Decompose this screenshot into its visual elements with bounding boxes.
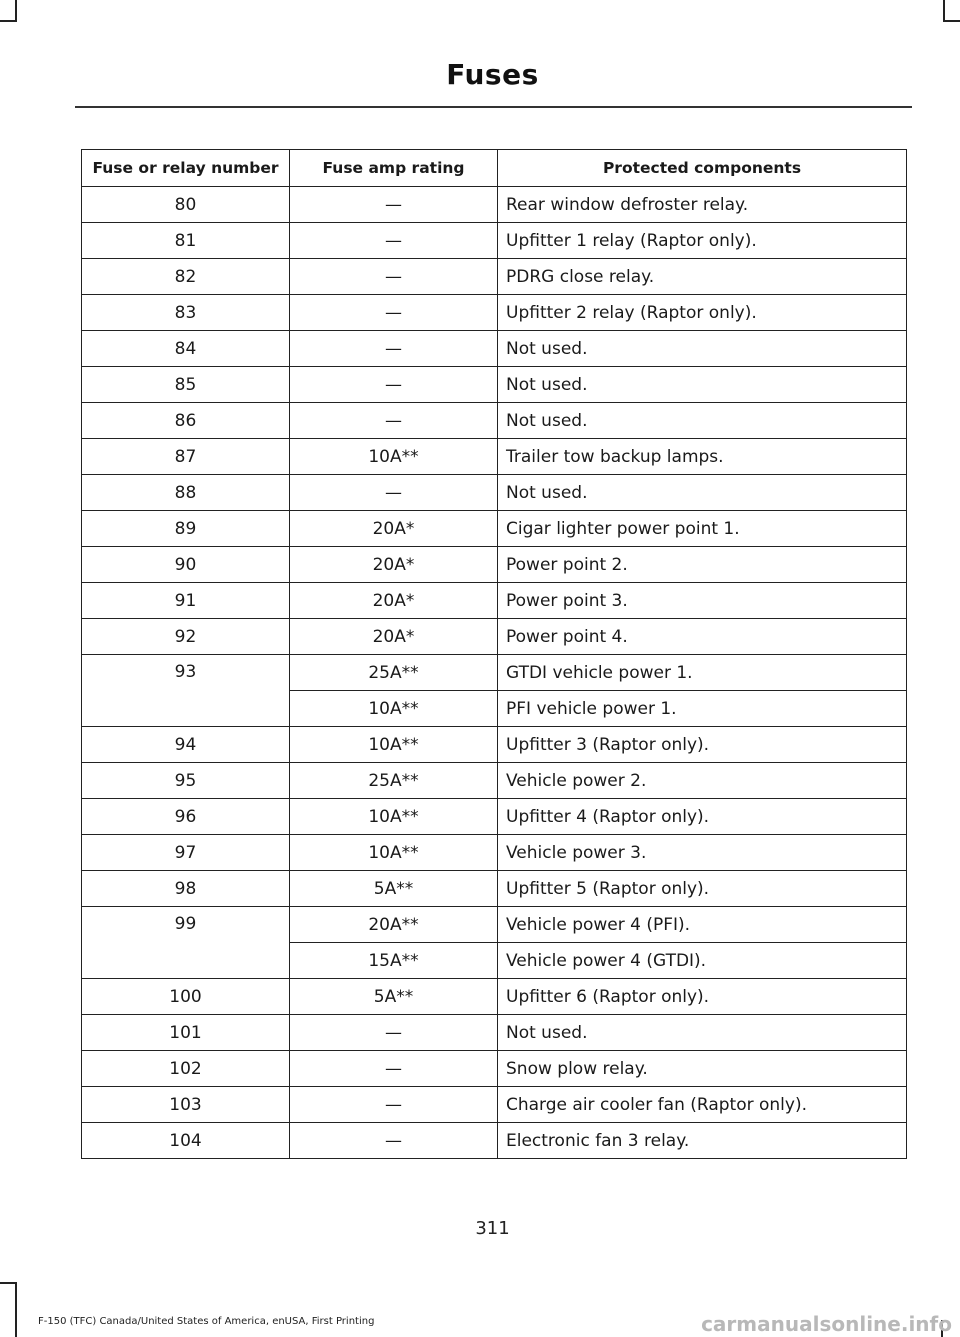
component-cell: Upfitter 6 (Raptor only). [498, 979, 907, 1015]
fuse-number-cell: 86 [82, 403, 290, 439]
amp-rating-cell: 20A* [290, 547, 498, 583]
table-header-row [82, 150, 907, 187]
amp-rating-cell: 25A** [290, 763, 498, 799]
amp-rating-cell: 20A* [290, 583, 498, 619]
table-row [82, 907, 907, 943]
table-row [82, 295, 907, 331]
fuse-number-cell: 89 [82, 511, 290, 547]
amp-rating-cell: — [290, 1087, 498, 1123]
table-row [82, 979, 907, 1015]
table-row [82, 1087, 907, 1123]
component-cell: Rear window defroster relay. [498, 187, 907, 223]
component-cell: Upfitter 3 (Raptor only). [498, 727, 907, 763]
component-cell: Electronic fan 3 relay. [498, 1123, 907, 1159]
amp-rating-cell: — [290, 187, 498, 223]
table-row [82, 583, 907, 619]
table-row [82, 727, 907, 763]
table-row [82, 511, 907, 547]
crop-mark-top-right-vertical [943, 0, 945, 22]
fuse-number-cell: 104 [82, 1123, 290, 1159]
table-row [82, 403, 907, 439]
crop-mark-bottom-left-horizontal [0, 1282, 17, 1284]
table-row [82, 1015, 907, 1051]
amp-rating-cell: — [290, 1051, 498, 1087]
amp-rating-cell: 15A** [290, 943, 498, 979]
fuse-number-cell: 95 [82, 763, 290, 799]
fuse-table [81, 149, 907, 1159]
component-cell: Upfitter 2 relay (Raptor only). [498, 295, 907, 331]
component-cell: Vehicle power 4 (PFI). [498, 907, 907, 943]
fuse-number-cell: 103 [82, 1087, 290, 1123]
amp-rating-cell: — [290, 331, 498, 367]
table-row [82, 259, 907, 295]
fuse-number-cell: 96 [82, 799, 290, 835]
edition-footer: F-150 (TFC) Canada/United States of America, enUSA, First Printing [38, 1316, 375, 1327]
component-cell: Not used. [498, 367, 907, 403]
amp-rating-cell: — [290, 1123, 498, 1159]
fuse-number-cell: 88 [82, 475, 290, 511]
amp-rating-cell: 20A* [290, 619, 498, 655]
component-cell: Not used. [498, 1015, 907, 1051]
fuse-number-cell: 99 [82, 907, 290, 979]
column-header-amp-rating: Fuse amp rating [290, 150, 498, 187]
component-cell: Not used. [498, 331, 907, 367]
amp-rating-cell: — [290, 259, 498, 295]
watermark: carmanualsonline.info [701, 1312, 952, 1336]
fuse-number-cell: 80 [82, 187, 290, 223]
component-cell: Charge air cooler fan (Raptor only). [498, 1087, 907, 1123]
fuse-number-cell: 98 [82, 871, 290, 907]
column-header-fuse-number: Fuse or relay number [82, 150, 290, 187]
amp-rating-cell: 10A** [290, 835, 498, 871]
table-row [82, 1051, 907, 1087]
amp-rating-cell: 5A** [290, 871, 498, 907]
title-divider [75, 106, 912, 108]
amp-rating-cell: — [290, 475, 498, 511]
table-row [82, 367, 907, 403]
fuse-number-cell: 81 [82, 223, 290, 259]
component-cell: GTDI vehicle power 1. [498, 655, 907, 691]
component-cell: Upfitter 4 (Raptor only). [498, 799, 907, 835]
amp-rating-cell: 10A** [290, 691, 498, 727]
component-cell: Power point 3. [498, 583, 907, 619]
component-cell: PFI vehicle power 1. [498, 691, 907, 727]
fuse-number-cell: 90 [82, 547, 290, 583]
table-row [82, 547, 907, 583]
table-row [82, 871, 907, 907]
page-number: 311 [475, 1218, 510, 1239]
table-row [82, 763, 907, 799]
amp-rating-cell: 10A** [290, 799, 498, 835]
component-cell: Power point 2. [498, 547, 907, 583]
amp-rating-cell: — [290, 403, 498, 439]
table-row [82, 655, 907, 691]
table-row [82, 799, 907, 835]
component-cell: Vehicle power 2. [498, 763, 907, 799]
component-cell: Not used. [498, 403, 907, 439]
component-cell: Trailer tow backup lamps. [498, 439, 907, 475]
amp-rating-cell: — [290, 1015, 498, 1051]
fuse-number-cell: 87 [82, 439, 290, 475]
table-row [82, 619, 907, 655]
amp-rating-cell: 25A** [290, 655, 498, 691]
amp-rating-cell: 10A** [290, 439, 498, 475]
component-cell: PDRG close relay. [498, 259, 907, 295]
fuse-number-cell: 94 [82, 727, 290, 763]
fuse-number-cell: 85 [82, 367, 290, 403]
amp-rating-cell: — [290, 223, 498, 259]
column-header-protected-components: Protected components [498, 150, 907, 187]
crop-mark-top-right-horizontal [943, 20, 960, 22]
fuse-number-cell: 100 [82, 979, 290, 1015]
amp-rating-cell: 5A** [290, 979, 498, 1015]
table-row [82, 439, 907, 475]
crop-mark-top-left-vertical [15, 0, 17, 22]
fuse-number-cell: 92 [82, 619, 290, 655]
component-cell: Vehicle power 4 (GTDI). [498, 943, 907, 979]
table-row [82, 1123, 907, 1159]
component-cell: Vehicle power 3. [498, 835, 907, 871]
table-row [82, 475, 907, 511]
fuse-number-cell: 84 [82, 331, 290, 367]
fuse-number-cell: 93 [82, 655, 290, 727]
crop-mark-bottom-left-vertical [15, 1282, 17, 1337]
amp-rating-cell: — [290, 367, 498, 403]
table-row [82, 187, 907, 223]
fuse-number-cell: 82 [82, 259, 290, 295]
table-row [82, 223, 907, 259]
fuse-number-cell: 101 [82, 1015, 290, 1051]
fuse-number-cell: 97 [82, 835, 290, 871]
amp-rating-cell: 20A* [290, 511, 498, 547]
fuse-number-cell: 83 [82, 295, 290, 331]
table-row [82, 331, 907, 367]
amp-rating-cell: 20A** [290, 907, 498, 943]
crop-mark-top-left-horizontal [0, 20, 17, 22]
fuse-number-cell: 102 [82, 1051, 290, 1087]
component-cell: Upfitter 5 (Raptor only). [498, 871, 907, 907]
component-cell: Snow plow relay. [498, 1051, 907, 1087]
component-cell: Power point 4. [498, 619, 907, 655]
amp-rating-cell: 10A** [290, 727, 498, 763]
component-cell: Upfitter 1 relay (Raptor only). [498, 223, 907, 259]
component-cell: Not used. [498, 475, 907, 511]
table-row [82, 835, 907, 871]
fuse-number-cell: 91 [82, 583, 290, 619]
section-title: Fuses [446, 58, 539, 91]
amp-rating-cell: — [290, 295, 498, 331]
component-cell: Cigar lighter power point 1. [498, 511, 907, 547]
